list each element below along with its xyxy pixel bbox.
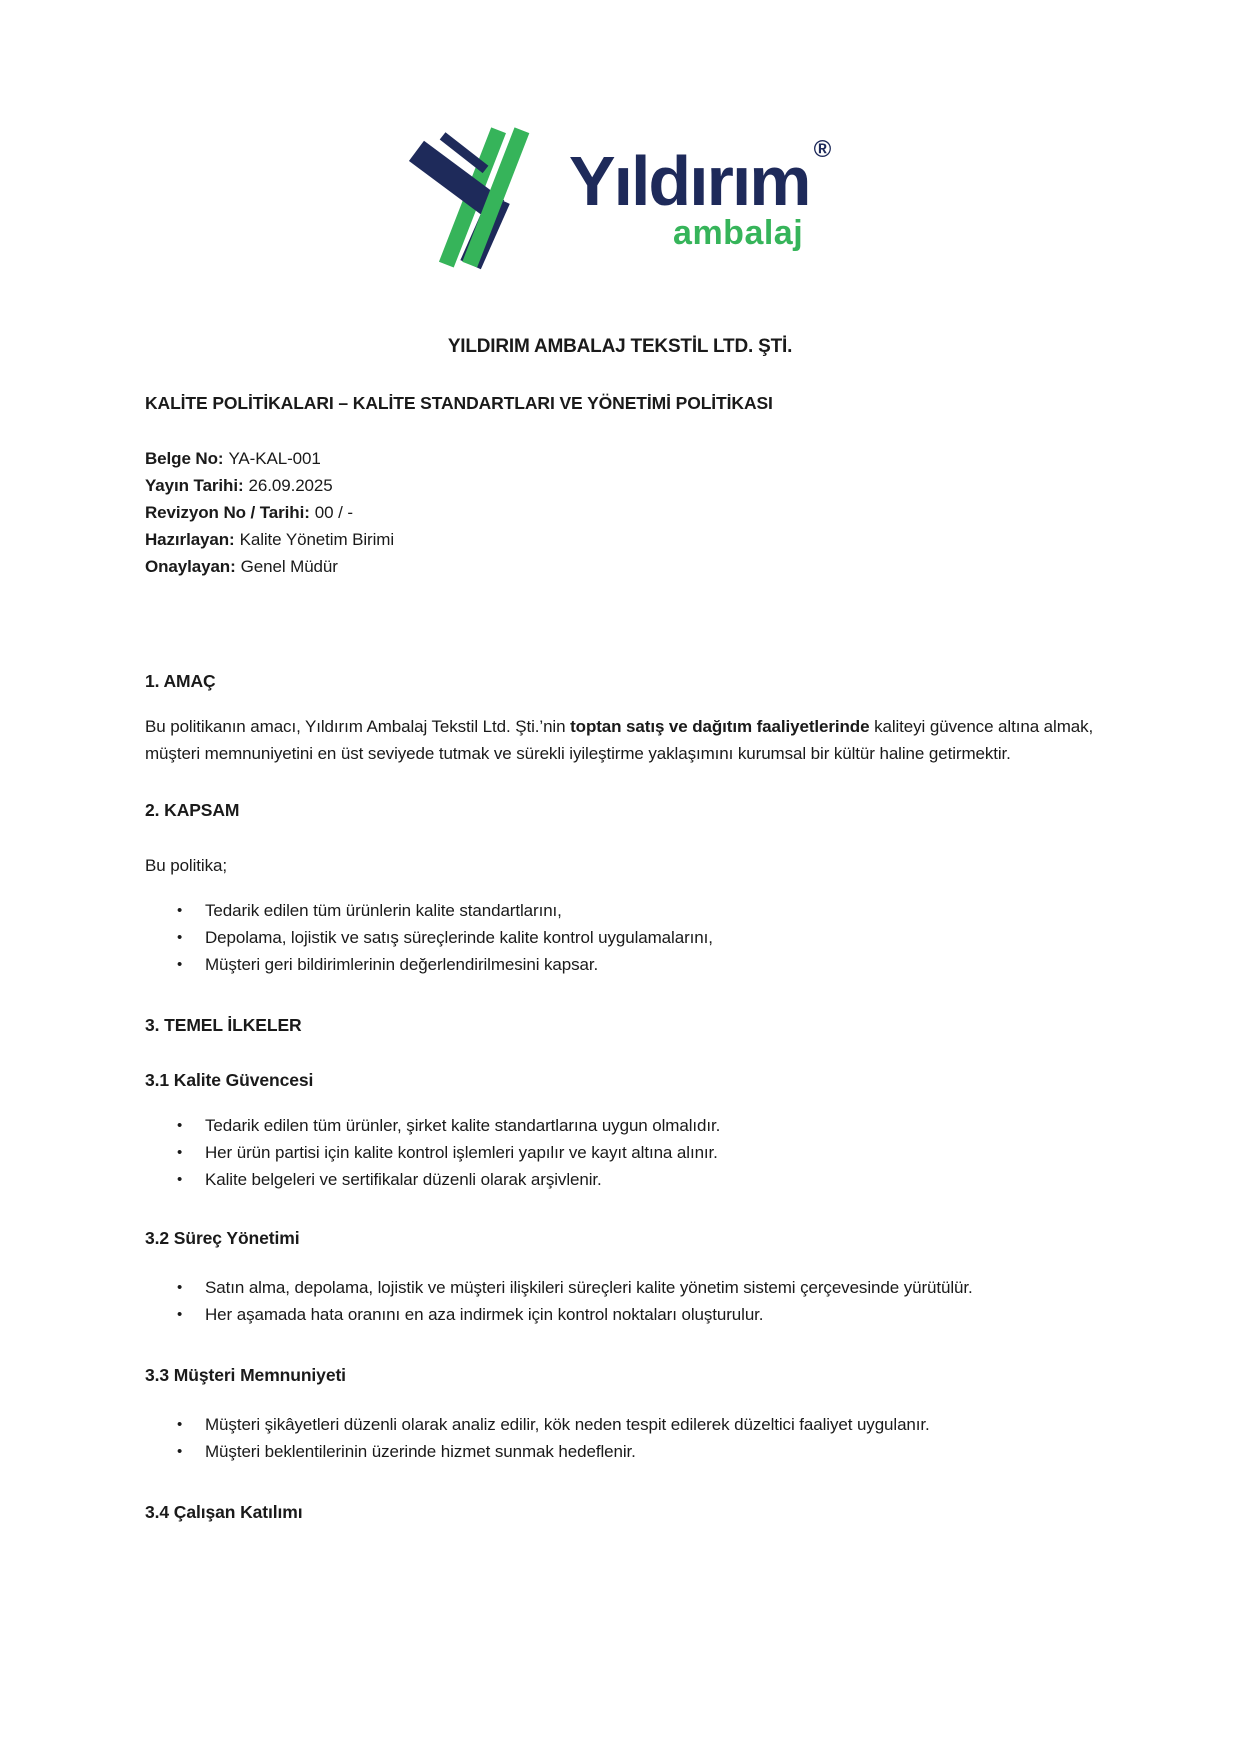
list-item-text: Müşteri beklentilerinin üzerinde hizmet sunmak hedeflenir. [205, 1442, 636, 1461]
bullet-icon: • [177, 1171, 183, 1188]
meta-value: 26.09.2025 [248, 476, 333, 495]
list-item [177, 1112, 1095, 1139]
kapsam-bullet-list [145, 897, 1095, 978]
list-item-text: Kalite belgeleri ve sertifikalar düzenli olarak arşivlenir. [205, 1170, 602, 1189]
meta-label: Belge No: [145, 449, 224, 468]
company-logo [145, 122, 1095, 272]
meta-row-hazirlayan [145, 526, 1095, 553]
section-heading-ilkeler: 3. TEMEL İLKELER [145, 1015, 302, 1035]
meta-value: Kalite Yönetim Birimi [239, 530, 395, 549]
meta-row-yayin-tarihi [145, 472, 1095, 499]
meta-label: Onaylayan: [145, 557, 236, 576]
bullet-icon: • [177, 956, 183, 973]
list-item [177, 1274, 1095, 1301]
meta-value: YA-KAL-001 [228, 449, 321, 468]
list-item-text: Tedarik edilen tüm ürünler, şirket kalite standartlarına uygun olmalıdır. [205, 1116, 721, 1135]
meta-label: Revizyon No / Tarihi: [145, 503, 310, 522]
brand-name: Yıldırım [568, 142, 810, 220]
logo-y-mark-icon [409, 122, 549, 272]
bullet-icon: • [177, 1416, 183, 1433]
subsection-heading-musteri-memnuniyeti: 3.3 Müşteri Memnuniyeti [145, 1365, 346, 1385]
list-item [177, 1411, 1095, 1438]
paragraph-amac [145, 713, 1095, 767]
paragraph-bold-text: toptan satış ve dağıtım faaliyetlerinde [570, 717, 870, 736]
meta-row-belge-no [145, 445, 1095, 472]
section-heading-kapsam: 2. KAPSAM [145, 800, 240, 820]
subsection-heading-surec-yonetimi: 3.2 Süreç Yönetimi [145, 1228, 300, 1248]
list-item-text: Tedarik edilen tüm ürünlerin kalite standartlarını, [205, 901, 562, 920]
meta-row-revizyon [145, 499, 1095, 526]
bullet-icon: • [177, 1117, 183, 1134]
bullet-icon: • [177, 1306, 183, 1323]
list-item [177, 1166, 1095, 1193]
list-item-text: Her aşamada hata oranını en aza indirmek için kontrol noktaları oluşturulur. [205, 1305, 764, 1324]
list-item-text: Her ürün partisi için kalite kontrol işlemleri yapılır ve kayıt altına alınır. [205, 1143, 718, 1162]
meta-label: Yayın Tarihi: [145, 476, 244, 495]
surec-yonetimi-bullet-list [145, 1274, 1095, 1328]
list-item-text: Müşteri şikâyetleri düzenli olarak analiz edilir, kök neden tespit edilerek düzeltici faaliyet uygulanır. [205, 1415, 930, 1434]
meta-row-onaylayan [145, 553, 1095, 580]
bullet-icon: • [177, 1279, 183, 1296]
list-item-text: Müşteri geri bildirimlerinin değerlendirilmesini kapsar. [205, 955, 599, 974]
document-meta-block [145, 445, 1095, 580]
list-item [177, 951, 1095, 978]
meta-label: Hazırlayan: [145, 530, 235, 549]
registered-trademark-icon: ® [813, 136, 832, 163]
brand-subtitle: ambalaj [673, 214, 804, 252]
meta-value: Genel Müdür [240, 557, 338, 576]
list-item [177, 924, 1095, 951]
logo-wordmark [569, 122, 831, 250]
paragraph-text: kaliteyi güvence altına almak, müşteri memnuniyetini en üst seviyede tutmak ve sürekli iyileştirme yaklaşımını kurumsal bir kültür haline getirmektir. [145, 717, 1094, 763]
list-item [177, 1139, 1095, 1166]
list-item [177, 897, 1095, 924]
list-item [177, 1301, 1095, 1328]
list-item-text: Satın alma, depolama, lojistik ve müşteri ilişkileri süreçleri kalite yönetim sistemi çerçevesinde yürütülür. [205, 1278, 973, 1297]
section-heading-amac: 1. AMAÇ [145, 671, 216, 691]
bullet-icon: • [177, 902, 183, 919]
document-title: KALİTE POLİTİKALARI – KALİTE STANDARTLARI VE YÖNETİMİ POLİTİKASI [145, 393, 773, 413]
paragraph-text: Bu politikanın amacı, Yıldırım Ambalaj Tekstil Ltd. Şti.’nin [145, 717, 571, 736]
kalite-guvencesi-bullet-list [145, 1112, 1095, 1193]
kapsam-intro: Bu politika; [145, 856, 227, 875]
musteri-memnuniyeti-bullet-list [145, 1411, 1095, 1465]
list-item-text: Depolama, lojistik ve satış süreçlerinde kalite kontrol uygulamalarını, [205, 928, 713, 947]
bullet-icon: • [177, 1144, 183, 1161]
meta-value: 00 / - [314, 503, 353, 522]
bullet-icon: • [177, 929, 183, 946]
company-title: YILDIRIM AMBALAJ TEKSTİL LTD. ŞTİ. [447, 336, 793, 357]
subsection-heading-calisan-katilimi: 3.4 Çalışan Katılımı [145, 1502, 303, 1522]
bullet-icon: • [177, 1443, 183, 1460]
list-item [177, 1438, 1095, 1465]
subsection-heading-kalite-guvencesi: 3.1 Kalite Güvencesi [145, 1070, 314, 1090]
